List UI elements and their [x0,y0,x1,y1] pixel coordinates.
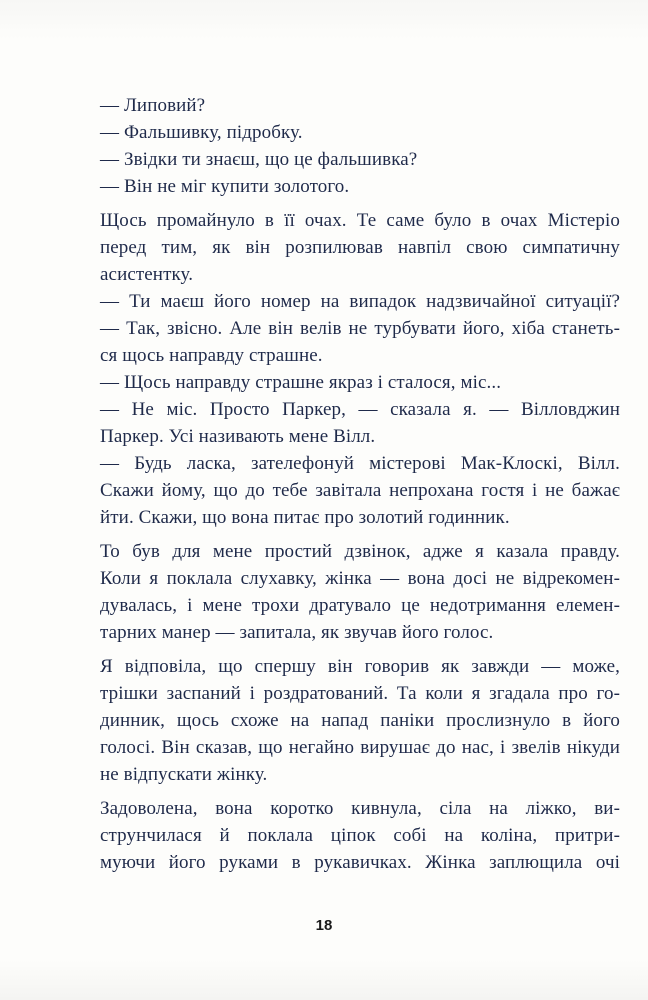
text-line: голосі. Він сказав, що негайно вирушає до нас, і звелів нікуди [100,737,620,758]
text-line: Паркер. Усі називають мене Вілл. [100,426,376,447]
paragraph-gap [100,200,620,207]
text-line: дувалась, і мене трохи дратувало це недотримання елемен- [100,595,620,616]
paragraph-gap [100,646,620,653]
paragraph-gap [100,531,620,538]
text-line: — Будь ласка, зателефонуй містерові Мак-Клоскі, Вілл. [100,453,620,474]
text-line: — Так, звісно. Але він велів не турбувати його, хіба станеть- [100,318,620,339]
text-line: динник, щось схоже на напад паніки прослизнуло в його [100,710,620,731]
text-line: Я відповіла, що спершу він говорив як завжди — може, [100,656,620,677]
text-line: Скажи йому, що до тебе завітала непрохана гостя і не бажає [100,480,620,501]
text-line: То був для мене простий дзвінок, адже я казала правду. [100,541,620,562]
text-line: — Не міс. Просто Паркер, — сказала я. — Вілловджин [100,399,620,420]
page-number: 18 [315,917,333,934]
text-line: — Ти маєш його номер на випадок надзвичайної ситуації? [100,291,620,312]
paragraph-gap [100,788,620,795]
text-line: — Звідки ти знаєш, що це фальшивка? [100,149,418,170]
text-line: муючи його руками в рукавичках. Жінка заплющила очі [100,852,620,873]
text-line: — Він не міг купити золотого. [100,176,350,197]
text-line: не відпускати жінку. [100,764,268,785]
text-line: — Фальшивку, підробку. [100,122,303,143]
text-line: Коли я поклала слухавку, жінка — вона досі не відрекомен- [100,568,620,589]
text-line: Задоволена, вона коротко кивнула, сіла на ліжко, ви- [100,798,620,819]
text-line: струнчилася й поклала ціпок собі на коліна, притри- [100,825,620,846]
text-line: йти. Скажи, що вона питає про золотий годинник. [100,507,510,528]
text-line: асистентку. [100,264,194,285]
text-line: тарних манер — запитала, як звучав його голос. [100,622,494,643]
text-line: — Щось направду страшне якраз і сталося, міс... [100,372,502,393]
text-line: перед тим, як він розпилював навпіл свою симпатичну [100,237,620,258]
page-body-text [100,92,620,876]
text-line: ся щось направду страшне. [100,345,323,366]
text-line: Щось промайнуло в її очах. Те саме було в очах Містеріо [100,210,620,231]
text-line: трішки заспаний і роздратований. Та коли я згадала про го- [100,683,620,704]
text-line: — Липовий? [100,95,206,116]
